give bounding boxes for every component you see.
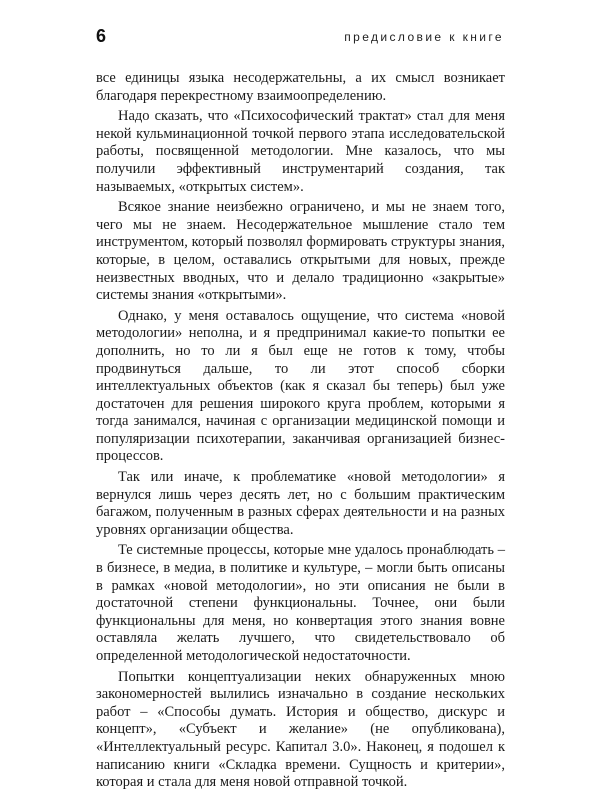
paragraph: Всякое знание неизбежно ограничено, и мы не знаем того, чего мы не знаем. Несодержательное мышление стало тем инструментом, который позволял формировать структуры знания, которые, в целом, оставались открытыми для новых, прежде неизвестных вводных, что и делало традиционно «закрытые» системы знания «открытыми». xyxy=(96,199,505,304)
paragraph: Однако, у меня оставалось ощущение, что система «новой методологии» неполна, и я предпринимал какие-то попытки ее дополнить, но то ли я был еще не готов к тому, чтобы продвинуться дальше, то ли этот способ сборки интеллектуальных объектов (как я сказал бы теперь) был уже достаточен для решения широкого круга проблем, которыми я тогда занимался, начиная с организации медицинской помощи и популяризации психотерапии, заканчивая организацией бизнес-процессов. xyxy=(96,307,505,465)
text-body xyxy=(96,70,505,795)
paragraph: Попытки концептуализации неких обнаруженных мною закономерностей вылились изначально в создание нескольких работ – «Способы думать. История и общество, дискурс и концепт», «Субъект и желание» (не опубликована), «Интеллектуальный ресурс. Капитал 3.0». Наконец, я подошел к написанию книги «Складка времени. Сущность и критерии», которая и стала для меня новой отправной точкой. xyxy=(96,668,505,791)
paragraph: Надо сказать, что «Психософический трактат» стал для меня некой кульминационной точкой первого этапа исследовательской работы, посвященной методологии. Мне казалось, что мы получили эффективный инструментарий создания, так называемых, «открытых систем». xyxy=(96,108,505,195)
paragraph: все единицы языка несодержательны, а их смысл возникает благодаря перекрестному взаимоопределению. xyxy=(96,70,505,104)
paragraph: Те системные процессы, которые мне удалось пронаблюдать – в бизнесе, в медиа, в политике и культуре, – могли быть описаны в рамках «новой методологии», но эти описания не были в достаточной степени функциональны. Точнее, они были функциональны для меня, но конвертация этого знания вовне оставляла желать лучшего, что свидетельствовало об определенной методологической недостаточности. xyxy=(96,542,505,664)
paragraph: Так или иначе, к проблематике «новой методологии» я вернулся лишь через десять лет, но с большим практическим багажом, полученным в разных сферах деятельности и на разных уровнях организации общества. xyxy=(96,469,505,538)
running-title: предисловие к книге xyxy=(344,30,504,44)
page-number: 6 xyxy=(96,26,107,46)
